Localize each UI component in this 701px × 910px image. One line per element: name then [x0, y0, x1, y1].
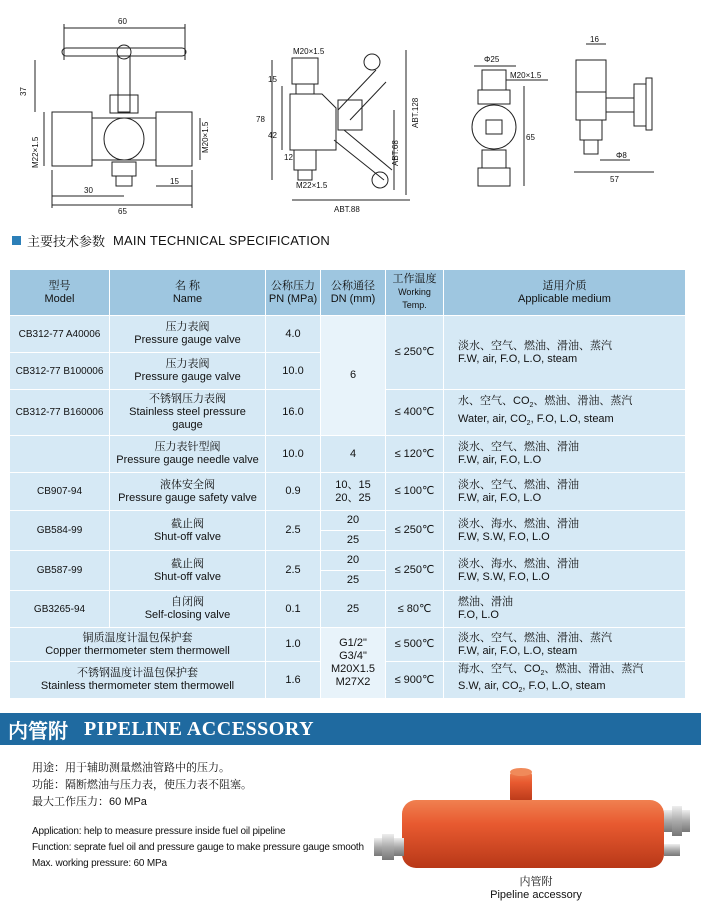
dim-abt128: ABT.128 — [411, 97, 420, 128]
cell-name: 压力表阀 Pressure gauge valve — [110, 353, 266, 390]
cell-dn: 25 — [321, 531, 386, 551]
pipeline-accessory-svg — [368, 760, 698, 880]
spec-table — [9, 269, 686, 699]
function-en: Function: seprate fuel oil and pressure gauge to make pressure gauge smooth — [32, 842, 364, 853]
cell-name: 截止阀 Shut-off valve — [110, 511, 266, 551]
dim-15: 15 — [170, 177, 179, 186]
cell-dn: 20 — [321, 511, 386, 531]
right-fitting-nut — [672, 806, 682, 836]
cell-pn: 0.9 — [266, 473, 321, 511]
drawing-angle-valve — [272, 50, 410, 200]
cell-temp: ≤ 100℃ — [386, 473, 444, 511]
cell-medium: 水、空气、$CO_2$、燃油、滑油、蒸汽 Water, air, $CO_2$, F.O, L.O, steam — [444, 390, 686, 436]
header-pn: 公称压力 PN (MPa) — [266, 270, 321, 316]
spec-heading-zh: 主要技术参数 — [27, 233, 106, 249]
cell-temp: ≤ 80℃ — [386, 591, 444, 628]
table-row — [10, 436, 686, 473]
cell-medium: 淡水、海水、燃油、滑油 F.W, S.W, F.O, L.O — [444, 551, 686, 591]
header-medium: 适用介质 Applicable medium — [444, 270, 686, 316]
technical-drawings — [0, 0, 701, 220]
cell-temp: ≤ 900℃ — [386, 662, 444, 699]
dim-37: 37 — [19, 87, 28, 96]
dim-60: 60 — [118, 17, 127, 26]
cell-dn: 4 — [321, 436, 386, 473]
cell-medium: 淡水、空气、燃油、滑油、蒸汽 F.W, air, F.O, L.O, steam — [444, 316, 686, 390]
table-row — [10, 628, 686, 662]
cell-model: GB584-99 — [10, 511, 110, 551]
cell-medium: 淡水、空气、燃油、滑油、蒸汽 F.W, air, F.O, L.O, steam — [444, 628, 686, 662]
dim-phi8: Φ8 — [616, 151, 627, 160]
cell-pn: 2.5 — [266, 551, 321, 591]
cell-pn: 16.0 — [266, 390, 321, 436]
accessory-description-en — [32, 824, 364, 872]
cell-medium: 淡水、海水、燃油、滑油 F.W, S.W, F.O, L.O — [444, 511, 686, 551]
cell-model — [10, 436, 110, 473]
cell-dn: 25 — [321, 571, 386, 591]
cell-dn: 10、15 20、25 — [321, 473, 386, 511]
cell-name: 铜质温度计温包保护套 Copper thermometer stem thermowell — [10, 628, 266, 662]
dim-12: 12 — [284, 153, 293, 162]
cell-model: CB312-77 A40006 — [10, 316, 110, 353]
application-en: Application: help to measure pressure inside fuel oil pipeline — [32, 826, 286, 837]
spec-heading-en: MAIN TECHNICAL SPECIFICATION — [113, 232, 331, 248]
cell-temp: ≤ 250℃ — [386, 551, 444, 591]
dim-m20-fig3: M20×1.5 — [510, 71, 542, 80]
main-body — [402, 800, 664, 868]
cell-medium: 燃油、滑油 F.O, L.O — [444, 591, 686, 628]
dim-abt88: ABT.88 — [334, 205, 360, 214]
cell-pn: 2.5 — [266, 511, 321, 551]
dim-abt68: ABT.68 — [391, 140, 400, 166]
right-plug — [664, 844, 680, 856]
cell-temp: ≤ 250℃ — [386, 316, 444, 390]
cell-dn: 25 — [321, 591, 386, 628]
cell-pn: 10.0 — [266, 436, 321, 473]
dim-57: 57 — [610, 175, 619, 184]
dim-m20-top: M20×1.5 — [293, 47, 325, 56]
cell-dn: 6 — [321, 316, 386, 436]
drawing-front-view — [472, 66, 548, 186]
left-fitting-nut — [382, 834, 394, 860]
dim-65: 65 — [118, 207, 127, 216]
dim-m22-bottom: M22×1.5 — [296, 181, 328, 190]
cell-dn: G1/2" G3/4" M20X1.5 M27X2 — [321, 628, 386, 699]
photo-caption — [476, 876, 596, 902]
cell-temp: ≤ 250℃ — [386, 511, 444, 551]
cell-temp: ≤ 120℃ — [386, 436, 444, 473]
cell-pn: 4.0 — [266, 316, 321, 353]
cell-temp: ≤ 500℃ — [386, 628, 444, 662]
max-pressure-zh: 最大工作压力：60 MPa — [32, 796, 147, 808]
cell-medium: 淡水、空气、燃油、滑油 F.W, air, F.O, L.O — [444, 436, 686, 473]
table-header-row — [10, 270, 686, 316]
dim-phi25: Φ25 — [484, 55, 500, 64]
cell-name: 不锈钢压力表阀 Stainless steel pressure gauge — [110, 390, 266, 436]
cell-medium: 海水、空气、$CO_2$、燃油、滑油、蒸汽 S.W, air, $CO_2$, F.O, L.O, steam — [444, 662, 686, 699]
banner-title-en: PIPELINE ACCESSORY — [84, 717, 315, 740]
dim-m20: M20×1.5 — [201, 121, 210, 153]
dim-m22: M22×1.5 — [31, 136, 40, 168]
cell-model: GB3265-94 — [10, 591, 110, 628]
cell-dn: 20 — [321, 551, 386, 571]
cell-model: CB312-77 B100006 — [10, 353, 110, 390]
cell-name: 液体安全阀 Pressure gauge safety valve — [110, 473, 266, 511]
cell-pn: 1.6 — [266, 662, 321, 699]
function-zh: 功能：隔断燃油与压力表，使压力表不阻塞。 — [32, 779, 252, 791]
table-row — [10, 591, 686, 628]
table-row — [10, 473, 686, 511]
pipeline-accessory-image — [368, 760, 698, 880]
top-nozzle — [510, 772, 532, 802]
caption-en: Pipeline accessory — [490, 889, 582, 901]
drawing-handwheel-side — [574, 44, 654, 172]
header-model: 型号 Model — [10, 270, 110, 316]
pipeline-banner — [0, 713, 701, 745]
cell-medium: 淡水、空气、燃油、滑油 F.W, air, F.O, L.O — [444, 473, 686, 511]
cell-temp: ≤ 400℃ — [386, 390, 444, 436]
cell-model: GB587-99 — [10, 551, 110, 591]
accessory-description-zh — [32, 760, 252, 811]
max-pressure-en: Max. working pressure: 60 MPa — [32, 858, 167, 869]
cell-name: 压力表针型阀 Pressure gauge needle valve — [110, 436, 266, 473]
top-nozzle-cap — [510, 768, 532, 776]
cell-name: 自闭阀 Self-closing valve — [110, 591, 266, 628]
use-zh: 用途：用于辅助测量燃油管路中的压力。 — [32, 762, 230, 774]
table-row — [10, 511, 686, 531]
caption-zh: 内管附 — [519, 876, 553, 888]
header-name: 名 称 Name — [110, 270, 266, 316]
cell-name: 不锈钢温度计温包保护套 Stainless thermometer stem thermowell — [10, 662, 266, 699]
banner-title-zh: 内管附 — [8, 718, 68, 743]
dim-65-fig3: 65 — [526, 133, 535, 142]
cell-name: 压力表阀 Pressure gauge valve — [110, 316, 266, 353]
header-temp: 工作温度 Working Temp. — [386, 270, 444, 316]
cell-pn: 10.0 — [266, 353, 321, 390]
table-row — [10, 316, 686, 353]
dim-15b: 15 — [268, 75, 277, 84]
cell-model: CB312-77 B160006 — [10, 390, 110, 436]
dim-78: 78 — [256, 115, 265, 124]
drawings-svg — [0, 0, 701, 220]
cell-name: 截止阀 Shut-off valve — [110, 551, 266, 591]
table-row — [10, 551, 686, 571]
header-dn: 公称通径 DN (mm) — [321, 270, 386, 316]
heading-square-icon — [12, 236, 21, 245]
dim-42: 42 — [268, 131, 277, 140]
cell-pn: 0.1 — [266, 591, 321, 628]
dim-30: 30 — [84, 186, 93, 195]
spec-heading — [12, 232, 330, 248]
cell-pn: 1.0 — [266, 628, 321, 662]
cell-model: CB907-94 — [10, 473, 110, 511]
dim-16: 16 — [590, 35, 599, 44]
